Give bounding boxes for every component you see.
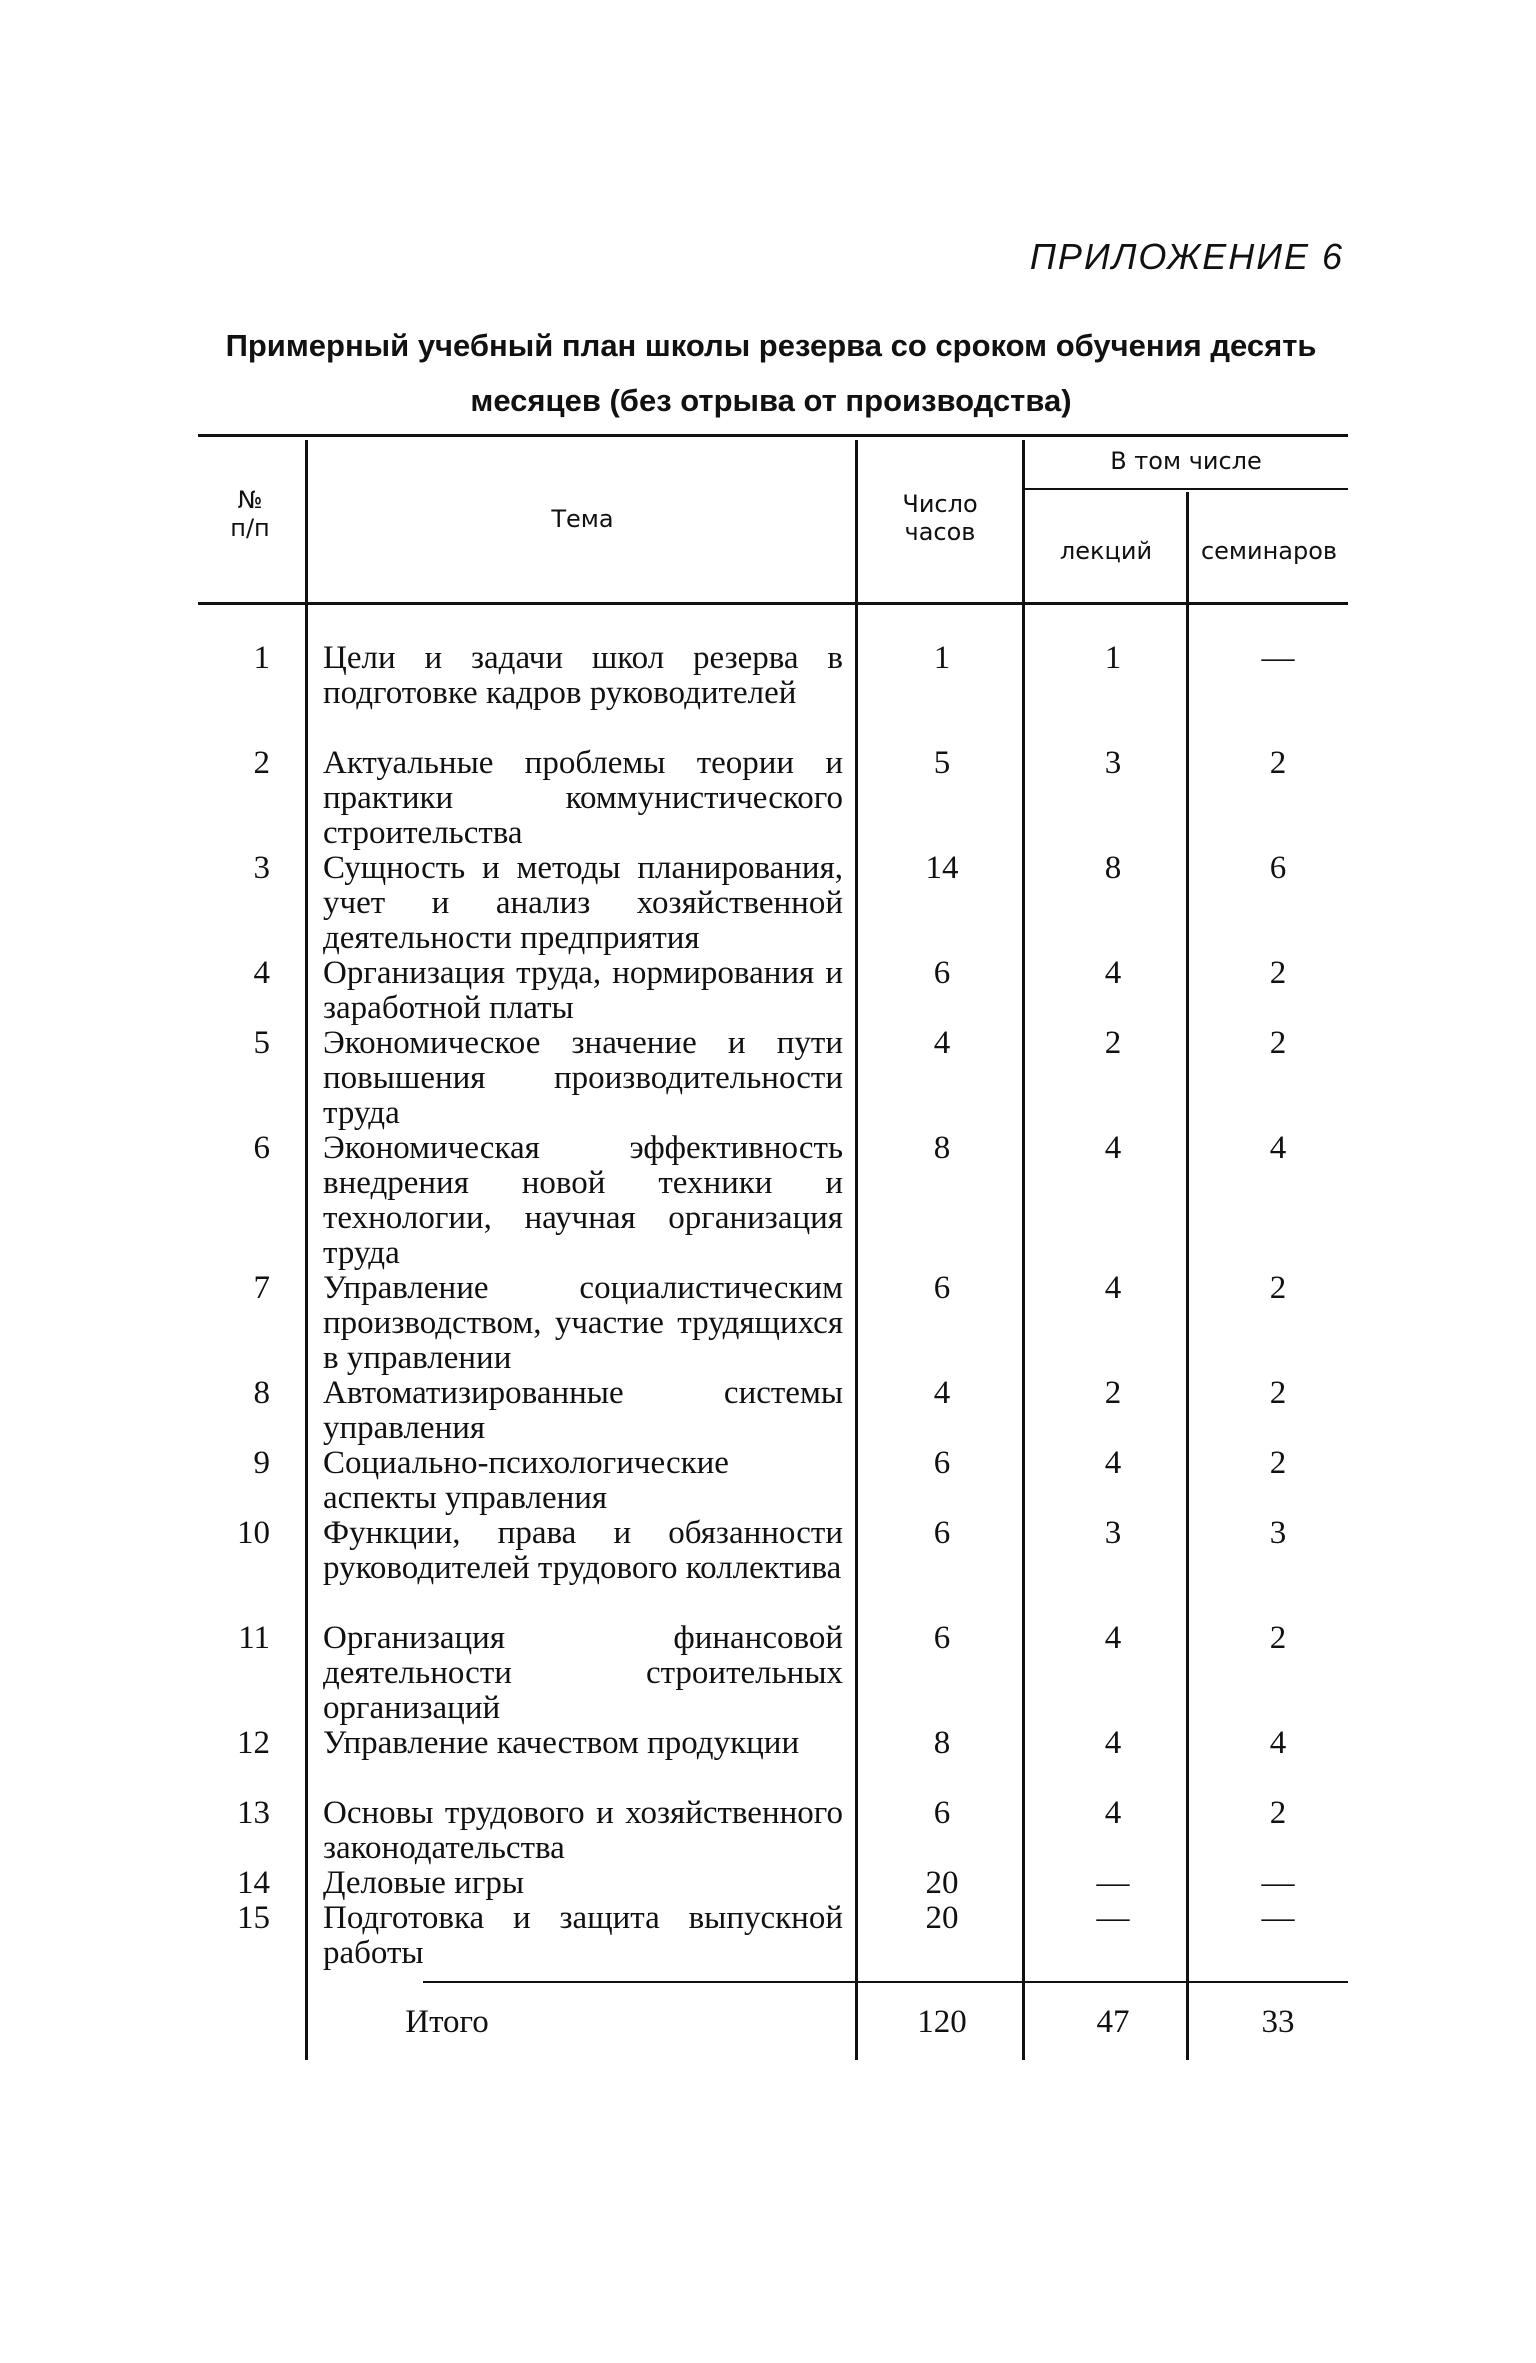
row-hours: 1 [933,640,951,676]
row-num: 8 [253,1375,270,1411]
row-num: 12 [237,1725,270,1761]
col-divider-lectures-seminars [1186,492,1189,2060]
row-seminars: 2 [1269,1270,1287,1306]
row-topic: Управление социалистическим производством, участие трудящихся в управлении [323,1270,843,1376]
row-num: 2 [253,745,270,781]
row-lectures: 3 [1104,745,1122,781]
row-num: 9 [253,1445,270,1481]
row-seminars: 2 [1269,1025,1287,1061]
row-num: 5 [253,1025,270,1061]
row-topic: Сущность и методы планирования, учет и анализ хозяйственной деятельности предприятия [323,850,843,956]
row-topic: Деловые игры [323,1865,525,1901]
row-topic: Управление качеством продукции [323,1725,800,1761]
row-num: 6 [253,1130,270,1166]
total-hours: 120 [917,2004,967,2040]
row-topic: Актуальные проблемы теории и практики коммунистического строительства [323,745,843,851]
appendix-label: ПРИЛОЖЕНИЕ 6 [1029,236,1344,277]
row-topic: Автоматизированные системы управления [323,1375,843,1446]
total-top-rule [423,1981,1348,1983]
row-lectures: — [1096,1865,1130,1901]
row-num: 14 [237,1865,270,1901]
row-hours: 8 [933,1725,951,1761]
header-num-line2: п/п [230,514,270,542]
row-topic: Функции, права и обязанности руководителей трудового коллектива [323,1515,843,1586]
row-seminars: 2 [1269,955,1287,991]
row-hours: 4 [933,1375,951,1411]
row-num: 11 [238,1620,270,1656]
row-seminars: 2 [1269,1795,1287,1831]
row-lectures: 4 [1104,1270,1122,1306]
row-num: 7 [253,1270,270,1306]
total-seminars: 33 [1261,2004,1295,2040]
title-line-2: месяцев (без отрыва от производства) [470,383,1072,418]
row-seminars: 3 [1269,1515,1287,1551]
row-seminars: 6 [1269,850,1287,886]
row-hours: 20 [925,1900,959,1936]
including-rule [1024,488,1348,490]
row-lectures: 3 [1104,1515,1122,1551]
row-lectures: 4 [1104,955,1122,991]
header-lectures: лекций [1059,537,1153,565]
row-seminars: — [1261,640,1295,676]
row-topic: Организация финансовой деятельности строительных организаций [323,1620,843,1726]
row-lectures: 1 [1104,640,1122,676]
header-num [200,486,300,542]
row-lectures: — [1096,1900,1130,1936]
row-hours: 20 [925,1865,959,1901]
row-lectures: 4 [1104,1130,1122,1166]
table-top-rule [198,434,1348,437]
header-hours-line1: Число [902,490,978,518]
row-lectures: 4 [1104,1445,1122,1481]
row-lectures: 4 [1104,1795,1122,1831]
row-hours: 5 [933,745,951,781]
row-num: 1 [253,640,270,676]
row-seminars: — [1261,1900,1295,1936]
row-num: 15 [237,1900,270,1936]
row-lectures: 2 [1104,1375,1122,1411]
row-hours: 6 [933,1270,951,1306]
row-hours: 6 [933,955,951,991]
page-title [198,318,1344,428]
row-num: 3 [253,850,270,886]
row-lectures: 4 [1104,1620,1122,1656]
header-seminars: семинаров [1200,537,1338,565]
row-hours: 6 [933,1445,951,1481]
row-lectures: 8 [1104,850,1122,886]
header-hours [860,490,1020,546]
row-lectures: 4 [1104,1725,1122,1761]
title-line-1: Примерный учебный план школы резерва со сроком обучения десять [225,328,1317,363]
col-divider-num-topic [305,440,308,2060]
row-hours: 6 [933,1620,951,1656]
header-hours-line2: часов [904,518,976,546]
row-seminars: 2 [1269,745,1287,781]
row-topic: Цели и задачи школ резерва в подготовке кадров руководителей [323,640,843,711]
row-seminars: 4 [1269,1130,1287,1166]
row-lectures: 2 [1104,1025,1122,1061]
row-seminars: 2 [1269,1445,1287,1481]
col-divider-hours-lectures [1022,440,1025,2060]
row-hours: 6 [933,1515,951,1551]
total-lectures: 47 [1096,2004,1130,2040]
row-topic: Социально-психологические аспекты управления [323,1445,729,1516]
col-divider-topic-hours [855,440,858,2060]
row-num: 13 [237,1795,270,1831]
header-bottom-rule [198,602,1348,605]
row-seminars: 4 [1269,1725,1287,1761]
row-hours: 14 [925,850,959,886]
row-hours: 4 [933,1025,951,1061]
row-hours: 6 [933,1795,951,1831]
row-seminars: — [1261,1865,1295,1901]
row-num: 4 [253,955,270,991]
total-label: Итого [405,2004,489,2040]
row-seminars: 2 [1269,1375,1287,1411]
row-topic: Экономическая эффективность внедрения новой техники и технологии, научная организация труда [323,1130,843,1271]
row-topic: Подготовка и защита выпускной работы [323,1900,843,1971]
row-topic: Основы трудового и хозяйственного законодательства [323,1795,843,1866]
row-hours: 8 [933,1130,951,1166]
row-topic: Организация труда, нормирования и заработной платы [323,955,843,1026]
header-including: В том числе [1110,447,1262,475]
header-num-line1: № [237,486,263,514]
row-num: 10 [237,1515,270,1551]
row-seminars: 2 [1269,1620,1287,1656]
header-topic: Тема [551,505,614,533]
row-topic: Экономическое значение и пути повышения производительности труда [323,1025,843,1131]
